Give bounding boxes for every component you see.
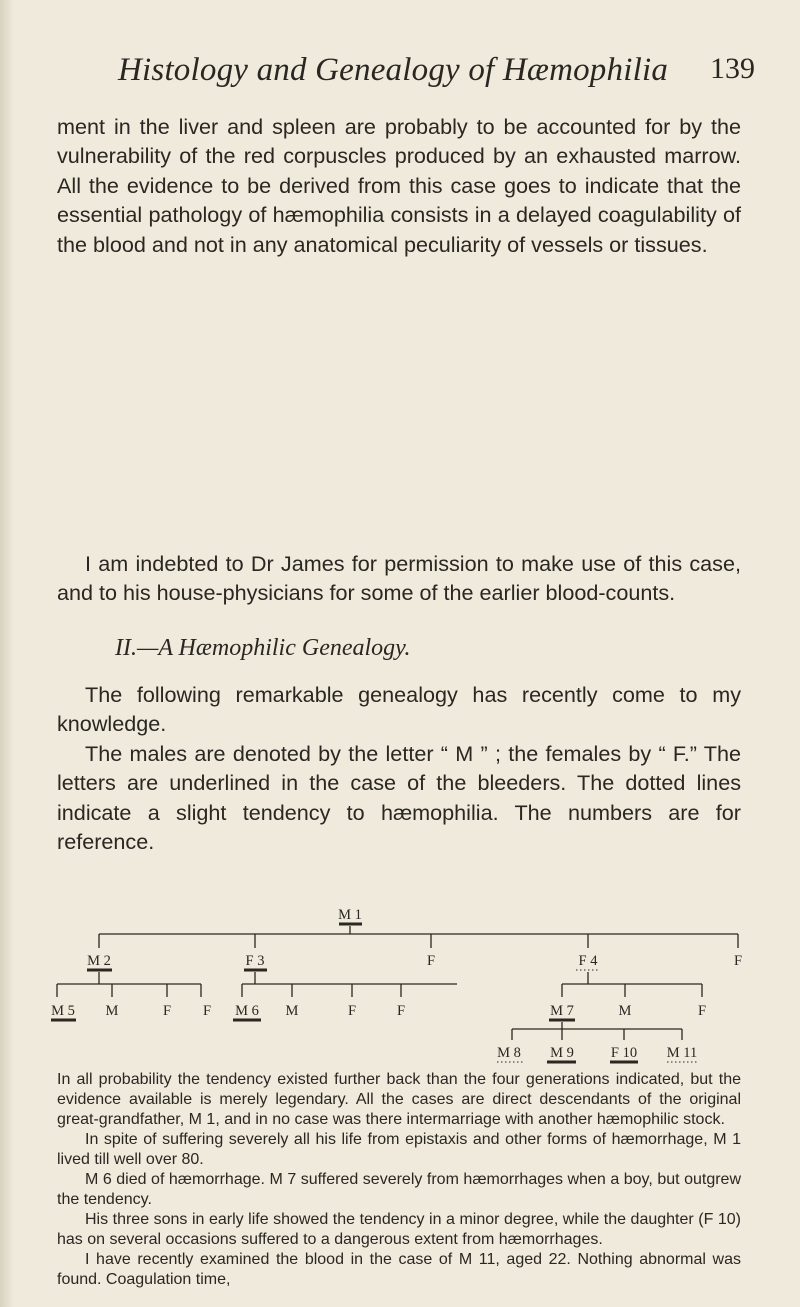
person-f4: F 4 <box>578 953 598 969</box>
person-f: F <box>697 1003 707 1019</box>
body-paragraph: The males are denoted by the letter “ M ” ; the females by “ F.” The letters are underlined in the case of the bleeders. The dotted lines indicate a slight tendency to hæmophilia. The numbers are for reference. <box>57 741 741 855</box>
body-paragraph: The following remarkable genealogy has recently come to my knowledge. <box>57 682 741 737</box>
person-m: M <box>105 1003 119 1019</box>
person-f: F <box>347 1003 357 1019</box>
body-paragraph: I have recently examined the blood in the case of M 11, aged 22. Nothing abnormal was found. Coagulation time, <box>57 1251 741 1288</box>
person-f: F <box>396 1003 406 1019</box>
person-m8: M 8 <box>497 1045 521 1061</box>
person-m: M <box>285 1003 299 1019</box>
person-f: F <box>426 953 436 969</box>
person-f3: F 3 <box>245 953 265 969</box>
page-binding-edge <box>0 0 14 1307</box>
genealogy-pedigree-chart <box>51 903 747 1068</box>
person-m: M <box>618 1003 632 1019</box>
body-paragraph: ment in the liver and spleen are probably to be accounted for by the vulnerability of the red corpuscles produced by an exhausted marrow. All the evidence to be derived from this case goes to indicate that the essential pathology of hæmophilia consists in a delayed coagulability of the blood and not in any anatomical peculiarity of vessels or tissues. <box>57 114 741 257</box>
person-m7: M 7 <box>550 1003 574 1019</box>
person-f10: F 10 <box>610 1045 638 1061</box>
person-f: F <box>202 1003 212 1019</box>
person-m6: M 6 <box>235 1003 259 1019</box>
pedigree-svg <box>51 903 747 1063</box>
person-m2: M 2 <box>87 953 111 969</box>
person-m1: M 1 <box>338 907 362 923</box>
section-heading: II.—A Hæmophilic Genealogy. <box>115 635 411 661</box>
page-header <box>0 52 800 92</box>
body-paragraph: I am indebted to Dr James for permission to make use of this case, and to his house-physicians for some of the earlier blood-counts. <box>57 551 741 606</box>
person-m9: M 9 <box>550 1045 574 1061</box>
person-m5: M 5 <box>51 1003 75 1019</box>
person-m11: M 11 <box>666 1045 698 1061</box>
body-paragraph: His three sons in early life showed the tendency in a minor degree, while the daughter (F 10) has on several occasions suffered to a dangerous extent from hæmorrhages. <box>57 1211 741 1248</box>
page-number: 139 <box>710 52 755 85</box>
body-paragraph: In spite of suffering severely all his life from epistaxis and other forms of hæmorrhage, M 1 lived till well over 80. <box>57 1131 741 1168</box>
running-title: Histology and Genealogy of Hæmophilia <box>118 52 669 88</box>
person-f: F <box>733 953 743 969</box>
person-f: F <box>162 1003 172 1019</box>
body-paragraph: In all probability the tendency existed further back than the four generations indicated, but the evidence available is merely legendary. All the cases are direct descendants of the original great-grandfather, M 1, and in no case was there intermarriage with another hæmophilic stock. <box>57 1071 741 1128</box>
body-paragraph: M 6 died of hæmorrhage. M 7 suffered severely from hæmorrhages when a boy, but outgrew the tendency. <box>57 1171 741 1208</box>
